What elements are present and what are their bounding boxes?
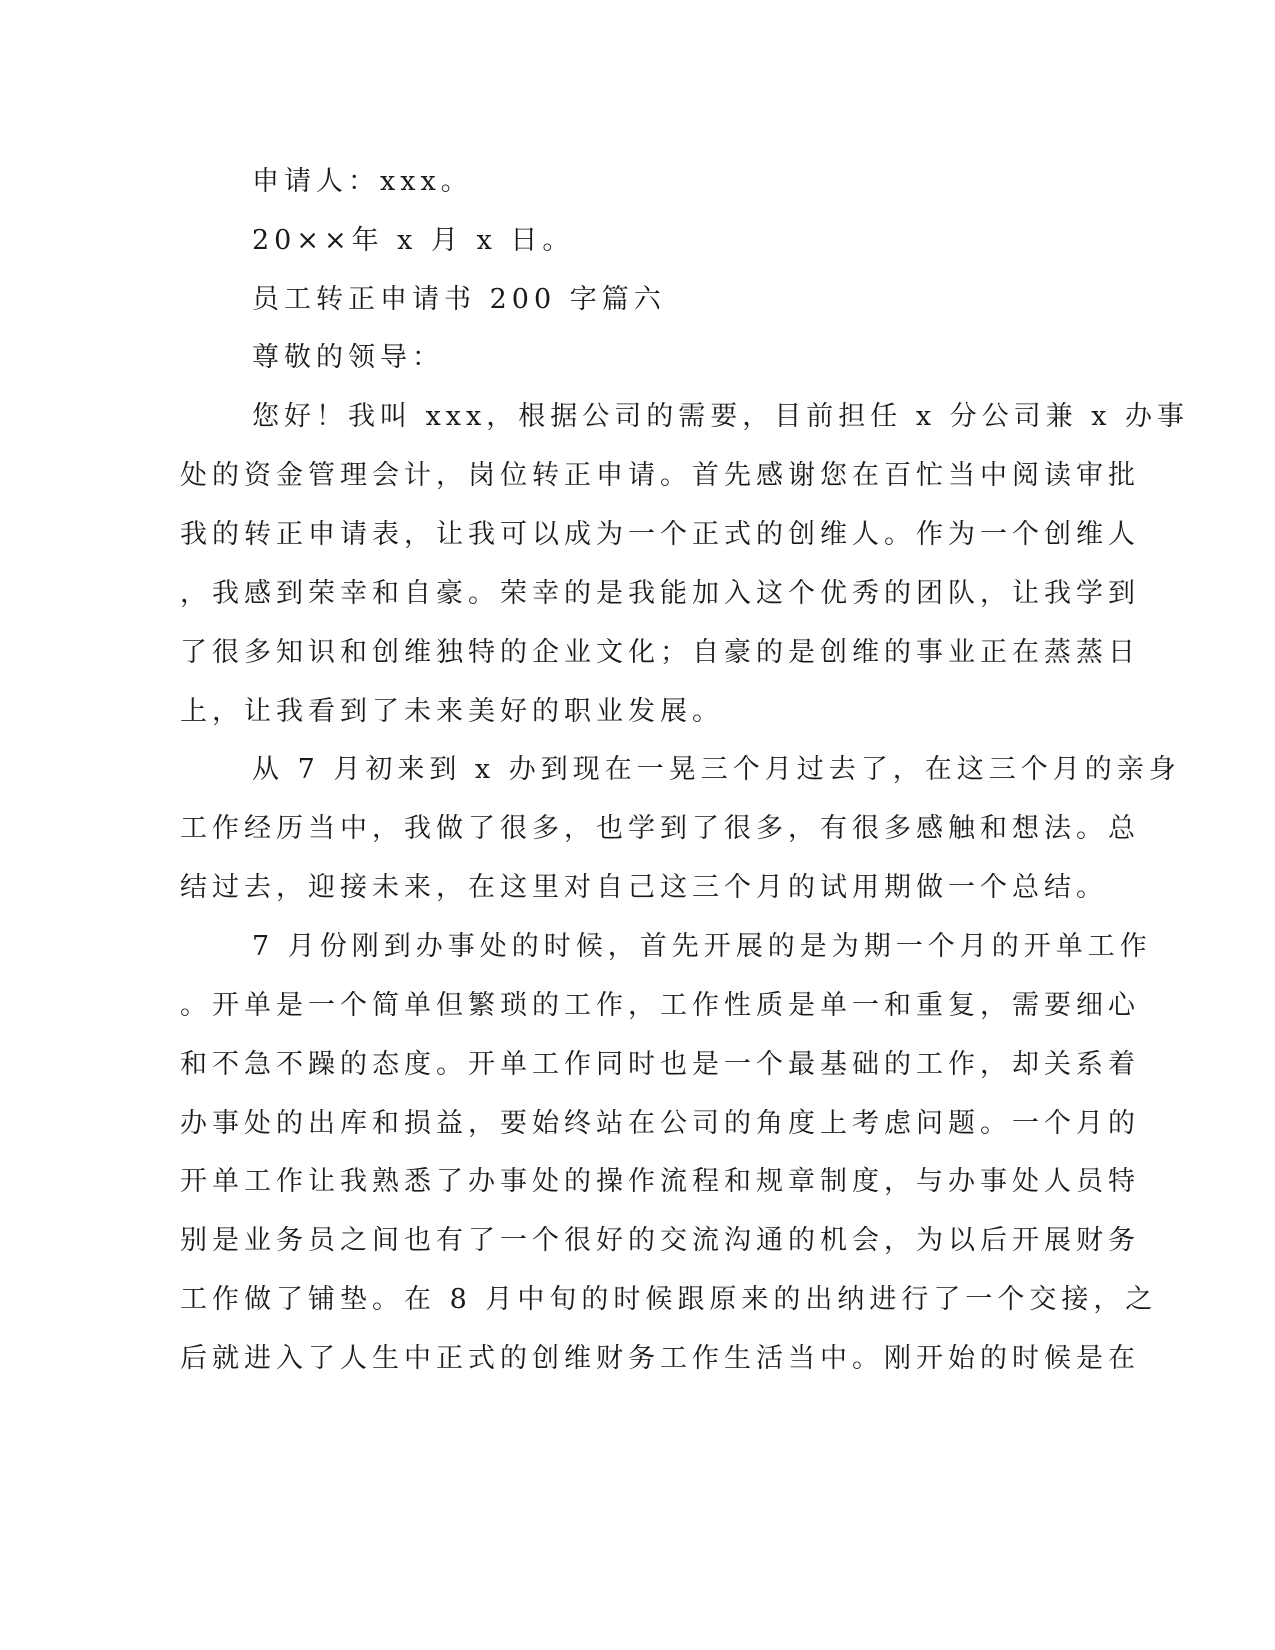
- paragraph-1-line: 处的资金管理会计，岗位转正申请。首先感谢您在百忙当中阅读审批: [180, 460, 1140, 491]
- paragraph-3-line: 开单工作让我熟悉了办事处的操作流程和规章制度，与办事处人员特: [180, 1166, 1140, 1197]
- section-title: 员工转正申请书 200 字篇六: [252, 284, 666, 315]
- paragraph-2-line: 从 7 月初来到 x 办到现在一晃三个月过去了，在这三个月的亲身: [252, 754, 1181, 785]
- paragraph-3-line: 工作做了铺垫。在 8 月中旬的时候跟原来的出纳进行了一个交接，之: [180, 1284, 1158, 1315]
- applicant-line: 申请人：xxx。: [252, 166, 473, 197]
- salutation: 尊敬的领导：: [252, 342, 444, 373]
- paragraph-3-line: 。开单是一个简单但繁琐的工作，工作性质是单一和重复，需要细心: [180, 990, 1140, 1021]
- paragraph-3-line: 7 月份刚到办事处的时候，首先开展的是为期一个月的开单工作: [252, 931, 1152, 962]
- paragraph-3-line: 后就进入了人生中正式的创维财务工作生活当中。刚开始的时候是在: [180, 1343, 1140, 1374]
- paragraph-3-line: 别是业务员之间也有了一个很好的交流沟通的机会，为以后开展财务: [180, 1225, 1140, 1256]
- paragraph-3-line: 和不急不躁的态度。开单工作同时也是一个最基础的工作，却关系着: [180, 1049, 1140, 1080]
- paragraph-1-line: ，我感到荣幸和自豪。荣幸的是我能加入这个优秀的团队，让我学到: [180, 578, 1140, 609]
- paragraph-2-line: 结过去，迎接未来，在这里对自己这三个月的试用期做一个总结。: [180, 872, 1108, 903]
- paragraph-3-line: 办事处的出库和损益，要始终站在公司的角度上考虑问题。一个月的: [180, 1108, 1140, 1139]
- paragraph-1-line: 了很多知识和创维独特的企业文化；自豪的是创维的事业正在蒸蒸日: [180, 637, 1140, 668]
- paragraph-1-line: 我的转正申请表，让我可以成为一个正式的创维人。作为一个创维人: [180, 519, 1140, 550]
- paragraph-1-line: 上，让我看到了未来美好的职业发展。: [180, 696, 724, 727]
- paragraph-2-line: 工作经历当中，我做了很多，也学到了很多，有很多感触和想法。总: [180, 813, 1140, 844]
- paragraph-1-line: 您好！我叫 xxx，根据公司的需要，目前担任 x 分公司兼 x 办事: [252, 401, 1190, 432]
- date-line: 20××年 x 月 x 日。: [252, 225, 575, 256]
